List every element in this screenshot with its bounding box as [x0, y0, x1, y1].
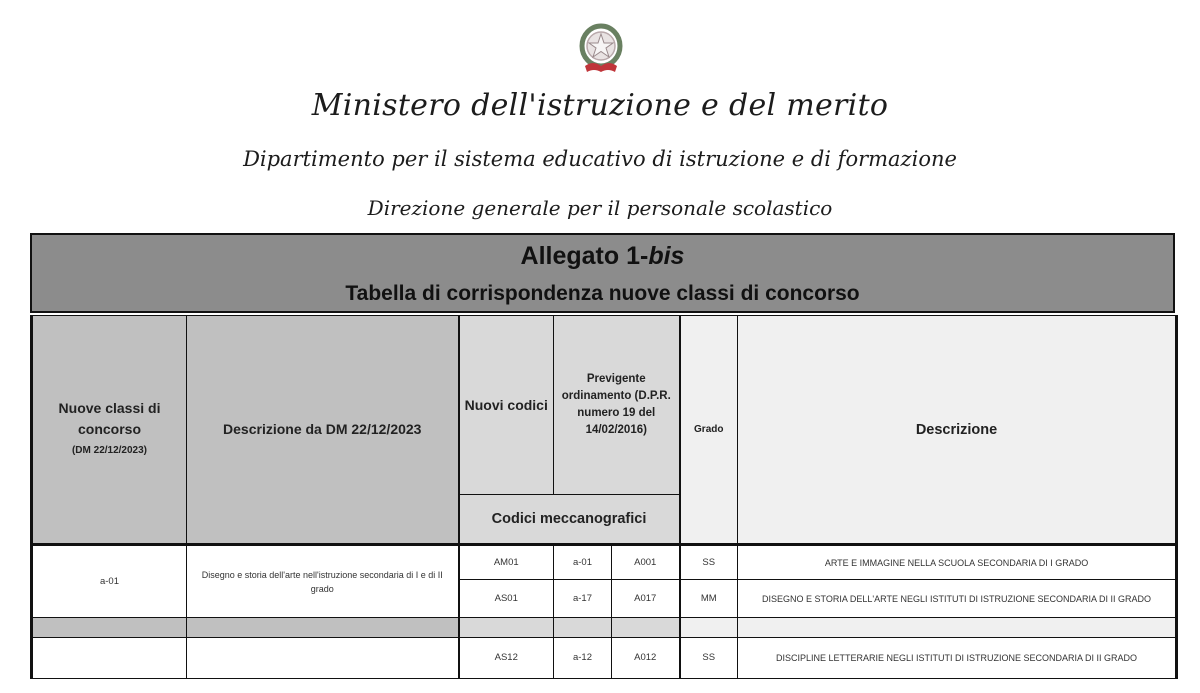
- header-nuove-classi-label: Nuove classi di concorso: [58, 400, 161, 437]
- header-row: [32, 316, 1177, 495]
- descrizione-cell: DISEGNO E STORIA DELL'ARTE NEGLI ISTITUTI DI ISTRUZIONE SECONDARIA DI II GRADO: [738, 580, 1177, 618]
- header-codici-meccanografici: Codici meccanografici: [459, 495, 680, 545]
- classe-cell: a-01: [32, 545, 187, 618]
- document-title: [30, 233, 1175, 279]
- header-nuovi-codici: Nuovi codici: [459, 316, 554, 495]
- separator-cell: [738, 618, 1177, 638]
- header-descrizione: Descrizione: [738, 316, 1177, 545]
- title-italic: bis: [648, 242, 685, 270]
- group-separator-row: [32, 618, 1177, 638]
- title-prefix: Allegato 1-: [520, 242, 649, 270]
- separator-cell: [459, 618, 554, 638]
- previgente-cell: A001: [612, 545, 680, 580]
- directorate-name: Direzione generale per il personale scolastico: [367, 196, 833, 220]
- document-subtitle: Tabella di corrispondenza nuove classi di concorso: [30, 275, 1175, 313]
- descrizione-dm-cell: Disegno e storia dell'arte nell'istruzione secondaria di I e di II grado: [187, 545, 459, 618]
- nuovo-codice-cell: a-12: [554, 638, 612, 679]
- table-row: [32, 638, 1177, 679]
- header-nuove-classi: [32, 316, 187, 545]
- nuovo-codice-cell: a-17: [554, 580, 612, 618]
- ministry-name: Ministero dell'istruzione e del merito: [311, 88, 889, 123]
- separator-cell: [187, 618, 459, 638]
- descrizione-cell: DISCIPLINE LETTERARIE NEGLI ISTITUTI DI ISTRUZIONE SECONDARIA DI II GRADO: [738, 638, 1177, 679]
- grado-cell: SS: [680, 638, 738, 679]
- separator-cell: [554, 618, 612, 638]
- classe-cell: [32, 638, 187, 679]
- header-nuove-classi-sub: (DM 22/12/2023): [71, 445, 148, 456]
- header-grado: Grado: [680, 316, 738, 545]
- separator-cell: [680, 618, 738, 638]
- codice-mecc-cell: AS01: [459, 580, 554, 618]
- nuovo-codice-cell: a-01: [554, 545, 612, 580]
- codice-mecc-cell: AM01: [459, 545, 554, 580]
- header-previgente: Previgente ordinamento (D.P.R. numero 19 del 14/02/2016): [554, 316, 680, 495]
- descrizione-cell: ARTE E IMMAGINE NELLA SCUOLA SECONDARIA DI I GRADO: [738, 545, 1177, 580]
- header-descrizione-dm: Descrizione da DM 22/12/2023: [187, 316, 459, 545]
- previgente-cell: A012: [612, 638, 680, 679]
- correspondence-table: [30, 315, 1178, 679]
- department-name: Dipartimento per il sistema educativo di istruzione e di formazione: [243, 147, 957, 171]
- codice-mecc-cell: AS12: [459, 638, 554, 679]
- correspondence-sheet: [30, 233, 1175, 693]
- separator-cell: [32, 618, 187, 638]
- letterhead: [0, 0, 1200, 232]
- descrizione-dm-cell: [187, 638, 459, 679]
- previgente-cell: A017: [612, 580, 680, 618]
- italian-republic-emblem-icon: [577, 22, 625, 78]
- grado-cell: MM: [680, 580, 738, 618]
- table-row: [32, 545, 1177, 580]
- separator-cell: [612, 618, 680, 638]
- grado-cell: SS: [680, 545, 738, 580]
